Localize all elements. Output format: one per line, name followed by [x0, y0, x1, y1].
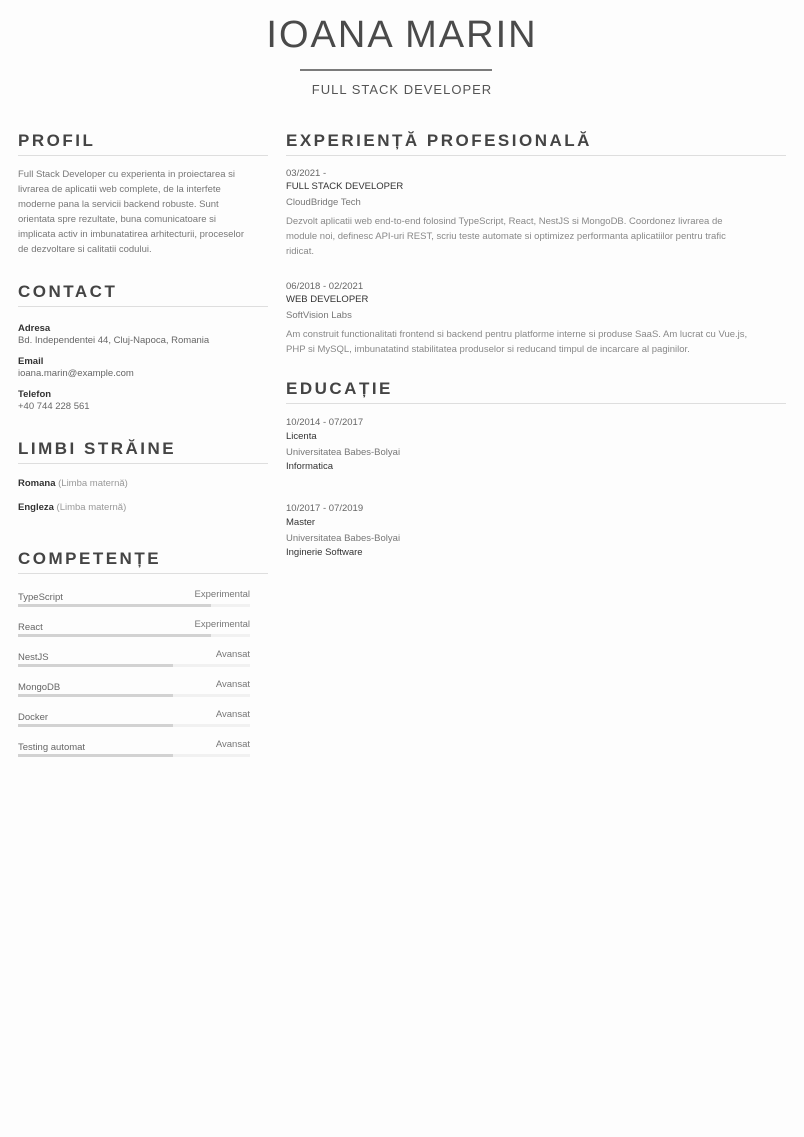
profile-line: Full Stack Developer cu experienta in proiectarea si	[18, 169, 236, 180]
education-school: Universitatea Babes-Bolyai	[286, 533, 401, 544]
language-level: (Limba maternă)	[56, 502, 127, 513]
skill-name: MongoDB	[18, 682, 61, 693]
skill-name: TypeScript	[18, 592, 63, 603]
skill-item	[18, 739, 250, 772]
profile-line: orientata spre rezultate, buna comunicatoare si	[18, 214, 217, 225]
skill-bar-fill	[18, 634, 211, 637]
skill-bar	[18, 634, 250, 637]
job-role: WEB DEVELOPER	[286, 294, 369, 305]
job-description	[286, 327, 786, 357]
profile-line: de dezvoltare si calitatii codului.	[18, 244, 152, 255]
education-school: Universitatea Babes-Bolyai	[286, 447, 401, 458]
job-role: FULL STACK DEVELOPER	[286, 181, 404, 192]
description-line: Dezvolt aplicatii web end-to-end folosind TypeScript, React, NestJS si MongoDB. Coordonez livrarea de	[286, 216, 723, 227]
job-company: SoftVision Labs	[286, 310, 352, 321]
education-degree: Licenta	[286, 431, 317, 442]
description-line: module noi, definesc API-uri REST, scriu teste automate si optimizez performanta aplicatiilor pentru trafic	[286, 231, 726, 242]
name-divider	[300, 69, 492, 71]
education-dates: 10/2017 - 07/2019	[286, 503, 364, 514]
email-label: Email	[18, 356, 44, 367]
education-field: Inginerie Software	[286, 547, 363, 558]
job-description	[286, 214, 786, 259]
skill-level: Experimental	[194, 589, 250, 600]
skill-bar	[18, 664, 250, 667]
profile-divider	[18, 155, 268, 156]
skill-item	[18, 589, 250, 622]
skills-divider	[18, 573, 268, 574]
skill-bar	[18, 724, 250, 727]
profile-line: livrarea de aplicatii web complete, de la interfete	[18, 184, 221, 195]
skill-bar	[18, 604, 250, 607]
contact-divider	[18, 306, 268, 307]
education-heading: EDUCAȚIE	[286, 379, 393, 398]
skill-bar-fill	[18, 694, 173, 697]
skill-bar-fill	[18, 604, 211, 607]
skill-name: NestJS	[18, 652, 49, 663]
languages-heading: LIMBI STRĂINE	[18, 439, 177, 458]
skill-level: Experimental	[194, 619, 250, 630]
job-title: FULL STACK DEVELOPER	[311, 82, 493, 97]
education-divider	[286, 403, 786, 404]
job-dates: 03/2021 -	[286, 168, 327, 179]
email-value[interactable]: ioana.marin@example.com	[18, 368, 134, 379]
skill-bar	[18, 754, 250, 757]
experience-entry	[286, 281, 786, 357]
language-name: Romana	[18, 478, 56, 489]
address-value: Bd. Independentei 44, Cluj-Napoca, Romania	[18, 335, 210, 346]
profile-line: moderne pana la servicii backend robuste. Sunt	[18, 199, 219, 210]
candidate-name: IOANA MARIN	[266, 14, 538, 56]
education-dates: 10/2014 - 07/2017	[286, 417, 364, 428]
language-name: Engleza	[18, 502, 54, 513]
skill-name: Testing automat	[18, 742, 86, 753]
skill-bar	[18, 694, 250, 697]
education-entry	[286, 417, 400, 472]
phone-value: +40 744 228 561	[18, 401, 90, 412]
description-line: PHP si MySQL, imbunatatind stabilitatea produselor si reducand timpul de incarcare al paginilor.	[286, 344, 690, 355]
experience-entry	[286, 168, 786, 259]
experience-heading: EXPERIENȚĂ PROFESIONALĂ	[286, 131, 592, 150]
profile-summary	[18, 167, 270, 257]
skill-level: Avansat	[215, 739, 250, 750]
experience-divider	[286, 155, 786, 156]
language-item	[18, 478, 128, 489]
job-company: CloudBridge Tech	[286, 197, 361, 208]
education-degree: Master	[286, 517, 316, 528]
description-line: ridicat.	[286, 246, 314, 257]
skills-heading: COMPETENȚE	[18, 549, 162, 568]
phone-label: Telefon	[18, 389, 52, 400]
skill-bar-fill	[18, 664, 173, 667]
skill-name: React	[18, 622, 43, 633]
address-label: Adresa	[18, 323, 51, 334]
languages-divider	[18, 463, 268, 464]
skill-level: Avansat	[215, 649, 250, 660]
skill-item	[18, 649, 250, 682]
profile-heading: PROFIL	[18, 131, 96, 150]
skill-item	[18, 619, 250, 652]
contact-heading: CONTACT	[18, 282, 118, 301]
skill-level: Avansat	[215, 709, 250, 720]
skill-bar-fill	[18, 724, 173, 727]
profile-line: implicata activ in imbunatatirea arhitecturii, proceselor	[18, 229, 244, 240]
skill-level: Avansat	[215, 679, 250, 690]
skill-item	[18, 679, 250, 712]
language-level: (Limba maternă)	[58, 478, 128, 489]
job-dates: 06/2018 - 02/2021	[286, 281, 364, 292]
skill-name: Docker	[18, 712, 49, 723]
description-line: Am construit functionalitati frontend si backend pentru platforme interne si produse SaaS. Am lucrat cu Vue.js,	[286, 329, 748, 340]
skill-bar-fill	[18, 754, 173, 757]
education-field: Informatica	[286, 461, 333, 472]
education-entry	[286, 503, 400, 558]
language-item	[18, 502, 126, 513]
skill-item	[18, 709, 250, 742]
